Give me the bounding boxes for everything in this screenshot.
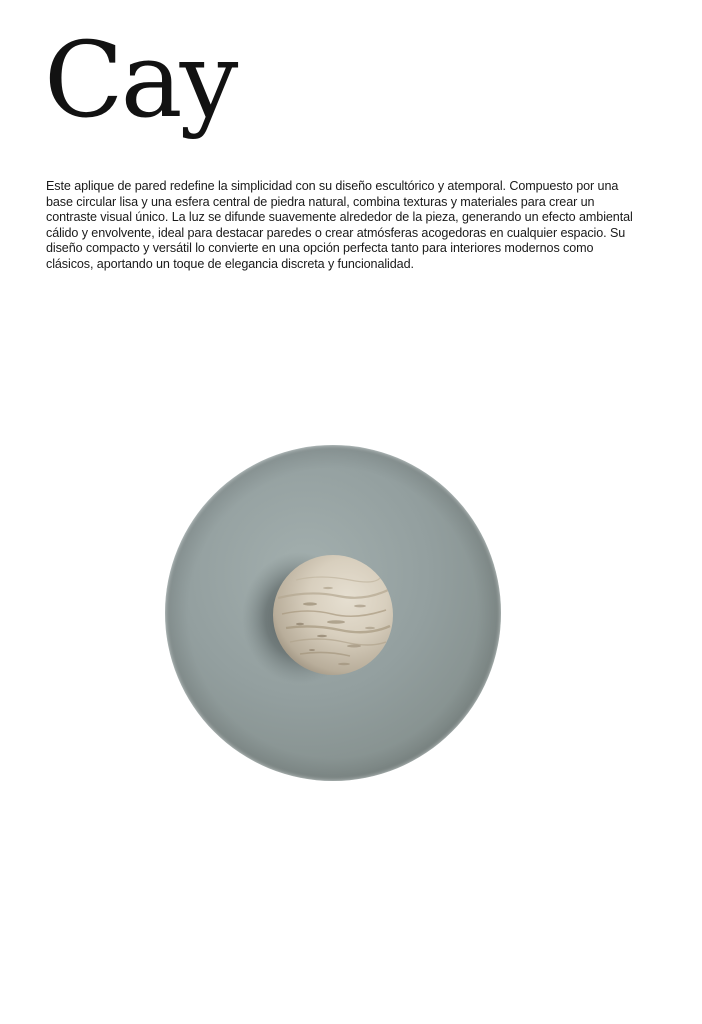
product-description: Este aplique de pared redefine la simplicidad con su diseño escultórico y atemporal. Compuesto por una base circular lisa y una esfera central de piedra natural, combina texturas y materiales para crear un contraste visual único. La luz se difunde suavemente alrededor de la pieza, generando un efecto ambiental cálido y envolvente, ideal para destacar paredes o crear atmósferas acogedoras en cualquier espacio. Su diseño compacto y versátil lo convierte en una opción perfecta tanto para interiores modernos como clásicos, aportando un toque de elegancia discreta y funcionalidad. [46,179,633,271]
product-title: Cay [44,19,236,141]
product-image [160,438,506,788]
